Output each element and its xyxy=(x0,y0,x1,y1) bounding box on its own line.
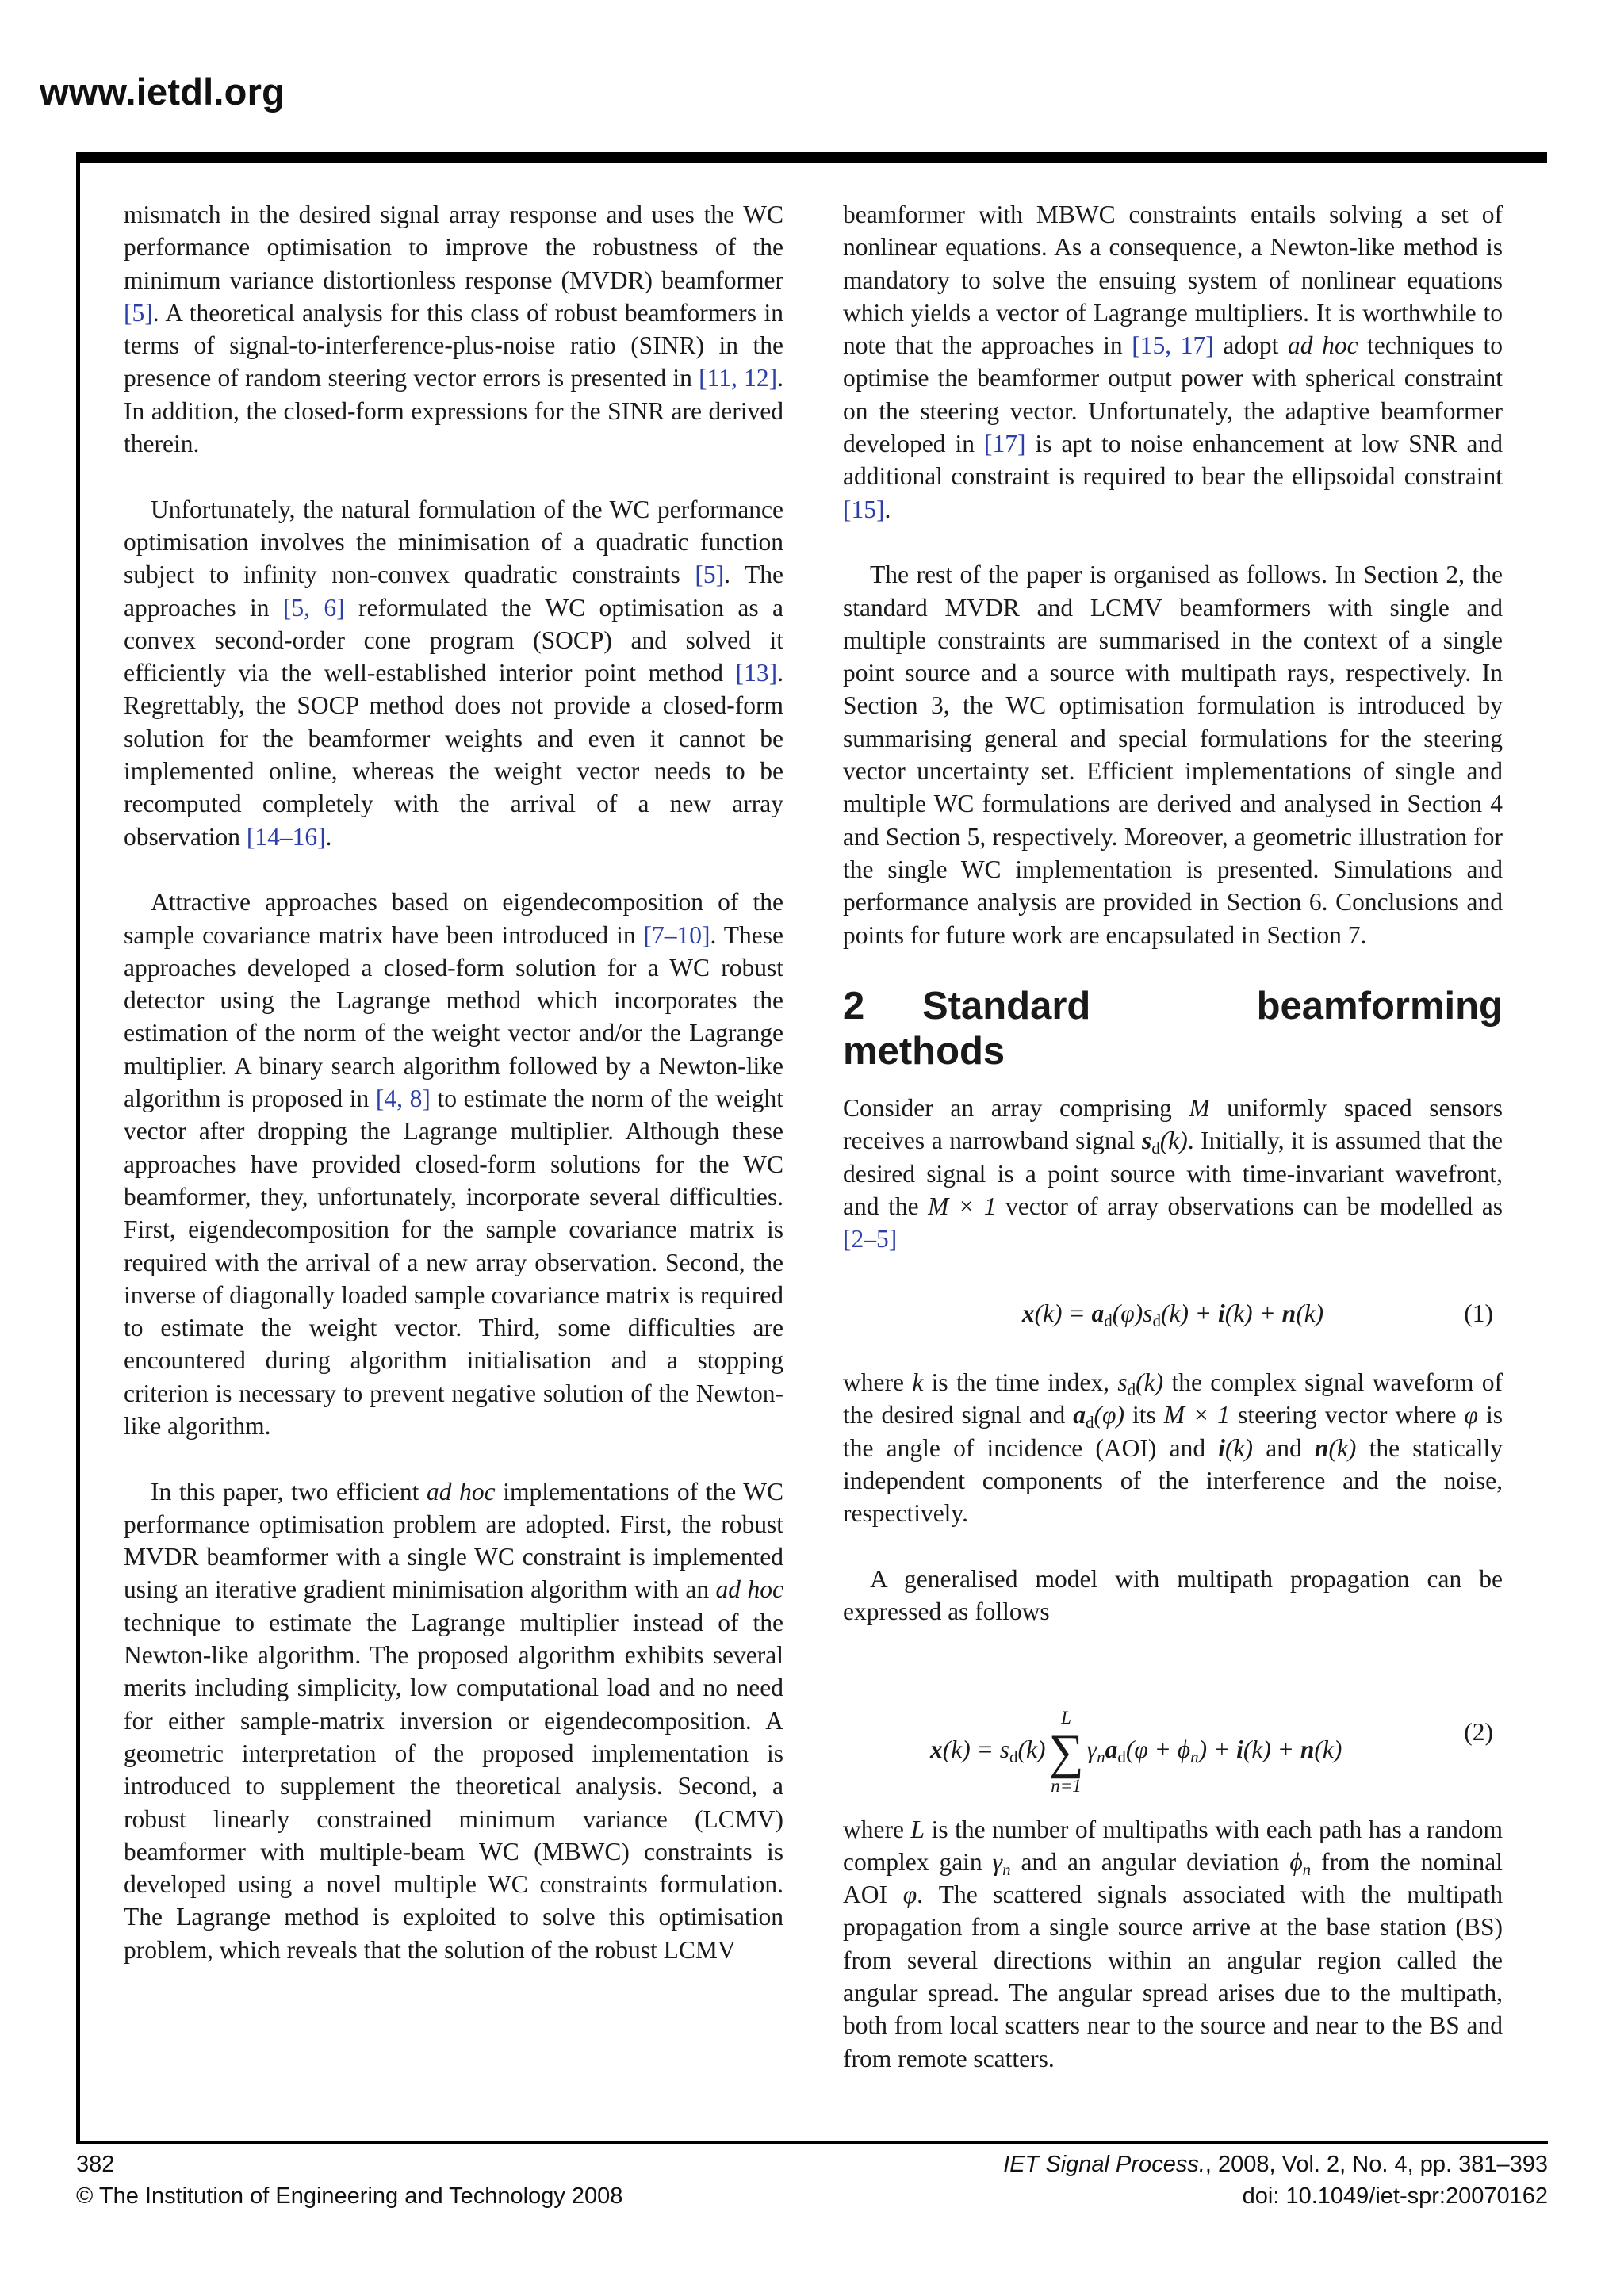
citation-link[interactable]: [2–5] xyxy=(843,1225,898,1253)
citation-link[interactable]: [13] xyxy=(735,659,778,687)
citation-link[interactable]: [4, 8] xyxy=(375,1085,431,1113)
citation-link[interactable]: [15, 17] xyxy=(1132,331,1214,360)
doi[interactable]: doi: 10.1049/iet-spr:20070162 xyxy=(1242,2183,1548,2209)
paragraph: Consider an array comprising M uniformly spaced sensors receives a narrowband signal $s_d(k)$. Initially, it is assumed that the desired signal is a point source with time-invariant wavefront, and the M × 1 vector of array observations can be modelled as [2–5] xyxy=(843,1094,1503,1253)
left-column xyxy=(124,198,783,1966)
paragraph: where L is the number of multipaths with each path has a random complex gain $\gamma_n$ and an angular deviation $\phi_n$ from the nominal AOI φ. The scattered signals associated with the multipath propagation from a single source arrive at the base station (BS) from several directions within an angular region called the angular spread. The angular spread arises due to the multipath, both from local scatters near to the source and near to the BS and from remote scatters. xyxy=(843,1815,1503,2072)
paragraph: The rest of the paper is organised as follows. In Section 2, the standard MVDR and LCMV beamformers with single and multiple constraints are summarised in the context of a single point source and a source with multipath rays, respectively. In Section 3, the WC optimisation formulation is introduced by summarising general and special formulations for the steering vector uncertainty set. Efficient implementations of single and multiple WC formulations are derived and analysed in Section 4 and Section 5, respectively. Moreover, a geometric illustration for the single WC implementation is presented. Simulations and performance analysis are provided in Section 6. Conclusions and points for future work are encapsulated in Section 7. xyxy=(843,561,1503,949)
equation-2 xyxy=(843,1661,1503,1796)
summation-symbol: L ∑ n=1 xyxy=(1048,1707,1084,1796)
paragraph: where k is the time index, $s_d(k)$ the complex signal waveform of the desired signal and $a_d(\varphi)$ its M × 1 steering vector where φ is the angle of incidence (AOI) and i(k) and n(k) the statically independent components of the interference and the noise, respectively. xyxy=(843,1368,1503,1528)
citation-link[interactable]: [11, 12] xyxy=(699,364,778,392)
citation-link[interactable]: [17] xyxy=(983,430,1026,458)
section-title: Standard beamforming methods xyxy=(843,985,1503,1073)
paragraph: mismatch in the desired signal array response and uses the WC performance optimisation to improve the robustness of the minimum variance distortionless response (MVDR) beamformer [5]. A theoretical analysis for this class of robust beamformers in terms of signal-to-interference-plus-noise ratio (SINR) in the presence of random steering vector errors is presented in [11, 12]. In addition, the closed-form expressions for the SINR are derived therein. xyxy=(124,201,784,458)
citation-link[interactable]: [5] xyxy=(124,298,153,327)
equation-body: $x(k) = a_d(\varphi)s_d(k) + i(k) + n(k)$ xyxy=(1021,1299,1324,1330)
footer-rule xyxy=(76,2141,1548,2144)
journal-citation: IET Signal Process., 2008, Vol. 2, No. 4, pp. 381–393 xyxy=(1003,2152,1548,2177)
citation-link[interactable]: [14–16] xyxy=(246,822,326,851)
equation-number: (1) xyxy=(1464,1299,1493,1327)
copyright-notice: © The Institution of Engineering and Technology 2008 xyxy=(76,2183,623,2209)
equation-number: (2) xyxy=(1464,1717,1493,1746)
equation-body: $x(k) = s_d(k)$ L ∑ n=1 $\gamma_na_d(\varphi + \phi_n) + i(k) + n(k)$ xyxy=(930,1707,1342,1796)
paragraph: Attractive approaches based on eigendecomposition of the sample covariance matrix have been introduced in [7–10]. These approaches developed a closed-form solution for a WC robust detector using the Lagrange method which incorporates the estimation of the norm of the weight vector and/or the Lagrange multiplier. A binary search algorithm followed by a Newton-like algorithm is proposed in [4, 8] to estimate the norm of the weight vector after dropping the Lagrange multiplier. Although these approaches have provided closed-form solutions for the WC beamformer, they, unfortunately, incorporate several difficulties. First, eigendecomposition for the sample covariance matrix is required with the arrival of a new array observation. Second, the inverse of diagonally loaded sample covariance matrix is required to estimate the weight vector. Third, some difficulties are encountered during algorithm initialisation and a stopping criterion is necessary to prevent negative solution of the Newton-like algorithm. xyxy=(124,888,784,1440)
section-number: 2 xyxy=(843,985,865,1028)
paragraph: Unfortunately, the natural formulation of the WC performance optimisation involves the minimisation of a quadratic function subject to infinity non-convex quadratic constraints [5]. The approaches in [5, 6] reformulated the WC optimisation as a convex second-order cone program (SOCP) and solved it efficiently via the well-established interior point method [13]. Regrettably, the SOCP method does not provide a closed-form solution for the beamformer weights and even it cannot be implemented online, whereas the weight vector needs to be recomputed completely with the arrival of a new array observation [14–16]. xyxy=(124,495,783,851)
paragraph: In this paper, two efficient ad hoc implementations of the WC performance optimisation problem are adopted. First, the robust MVDR beamformer with a single WC constraint is implemented using an iterative gradient minimisation algorithm with an ad hoc technique to estimate the Lagrange multiplier instead of the Newton-like algorithm. The proposed algorithm exhibits several merits including simplicity, low computational load and no need for either sample-matrix inversion or eigendecomposition. A geometric interpretation of the proposed implementation is introduced to supplement the theoretical analysis. Second, a robust linearly constrained minimum variance (LCMV) beamformer with multiple-beam WC (MBWC) constraints is developed using a novel multiple WC constraints formulation. The Lagrange method is exploited to solve this optimisation problem, which reveals that the solution of the robust LCMV xyxy=(124,1477,784,1964)
citation-link[interactable]: [5] xyxy=(695,561,725,589)
page-number: 382 xyxy=(76,2152,115,2177)
citation-link[interactable]: [7–10] xyxy=(643,920,710,949)
citation-link[interactable]: [15] xyxy=(843,495,885,523)
left-rule xyxy=(76,163,80,2142)
paragraph: beamformer with MBWC constraints entails solving a set of nonlinear equations. As a consequence, a Newton-like method is mandatory to solve the ensuing system of nonlinear equations which yields a vector of Lagrange multipliers. It is worthwhile to note that the approaches in [15, 17] adopt ad hoc techniques to optimise the beamformer output power with spherical constraint on the steering vector. Unfortunately, the adaptive beamformer developed in [17] is apt to noise enhancement at low SNR and additional constraint is required to bear the ellipsoidal constraint [15]. xyxy=(843,201,1503,523)
paragraph: A generalised model with multipath propagation can be expressed as follows xyxy=(843,1564,1503,1625)
equation-1 xyxy=(843,1288,1503,1339)
header-rule xyxy=(76,152,1547,163)
citation-link[interactable]: [5, 6] xyxy=(282,593,345,622)
right-column xyxy=(843,198,1503,2075)
site-url[interactable]: www.ietdl.org xyxy=(40,71,285,113)
section-heading xyxy=(843,984,1503,1074)
